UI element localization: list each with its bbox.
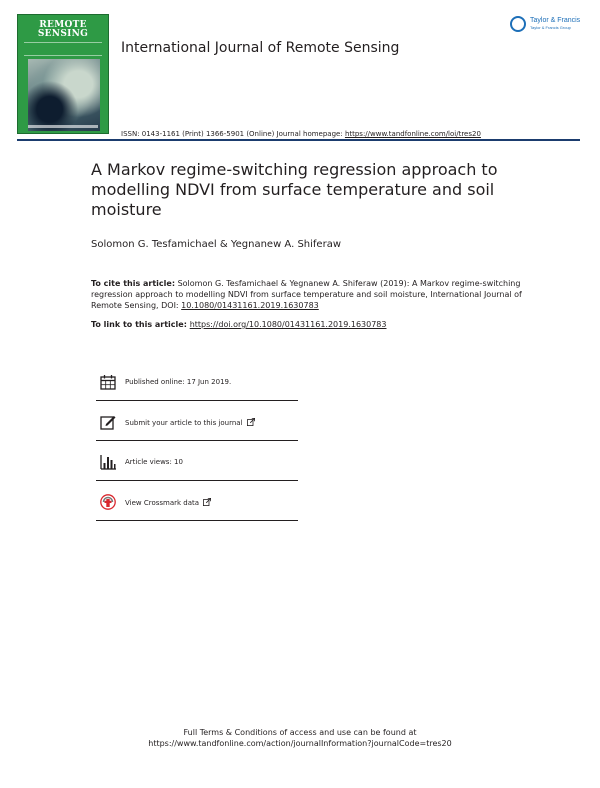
crossmark-link[interactable]: View Crossmark data: [125, 499, 200, 507]
published-online-row: [96, 361, 298, 401]
crossmark-row[interactable]: [96, 481, 298, 521]
issn-line: ISSN: 0143-1161 (Print) 1366-5901 (Online) Journal homepage: https://www.tandfonline.com/loi/tres20: [121, 130, 481, 138]
article-link-line: [91, 320, 387, 329]
edit-icon: [100, 414, 116, 430]
terms-text: Full Terms & Conditions of access and use can be found at: [183, 728, 417, 737]
external-link-icon: [247, 418, 255, 426]
journal-homepage-link[interactable]: https://www.tandfonline.com/loi/tres20: [344, 130, 481, 138]
submit-article-link[interactable]: Submit your article to this journal: [125, 419, 243, 427]
header-divider: [17, 139, 580, 141]
cover-satellite-image: [28, 59, 100, 131]
published-online-text: Published online: 17 Jun 2019.: [125, 378, 232, 386]
doi-link[interactable]: 10.1080/01431161.2019.1630783: [181, 301, 319, 310]
publisher-logo[interactable]: Taylor & Francis Taylor & Francis Group: [510, 14, 590, 36]
article-title: A Markov regime-switching regression approach to modelling NDVI from surface temperature and soil moisture: [91, 160, 498, 219]
citation-block: To cite this article: Solomon G. Tesfamichael & Yegnanew A. Shiferaw (2019): A Markov regime-switching regression approach to modelling NDVI from surface temperature and soil moisture, International Journal of Remote Sensing, DOI: 10.1080/01431161.2019.1630783: [91, 279, 522, 310]
journal-cover-image: [17, 14, 109, 134]
article-views-row: [96, 441, 298, 481]
calendar-icon: [100, 374, 116, 390]
article-views-text: Article views: 10: [125, 458, 183, 466]
terms-url[interactable]: https://www.tandfonline.com/action/journalInformation?journalCode=tres20: [148, 739, 452, 748]
external-link-icon: [203, 498, 211, 506]
link-label: To link to this article:: [91, 320, 190, 329]
article-doi-url[interactable]: https://doi.org/10.1080/01431161.2019.1630783: [189, 320, 387, 329]
cite-label: To cite this article:: [91, 279, 176, 288]
article-authors: Solomon G. Tesfamichael & Yegnanew A. Shiferaw: [91, 239, 342, 250]
publisher-logo-icon: [510, 16, 526, 32]
journal-name: International Journal of Remote Sensing: [121, 40, 400, 56]
bar-chart-icon: [100, 454, 116, 470]
submit-article-row[interactable]: [96, 401, 298, 441]
terms-footer: [0, 727, 600, 749]
crossmark-icon: [100, 494, 116, 510]
cover-title: REMOTE SENSING: [37, 20, 89, 39]
